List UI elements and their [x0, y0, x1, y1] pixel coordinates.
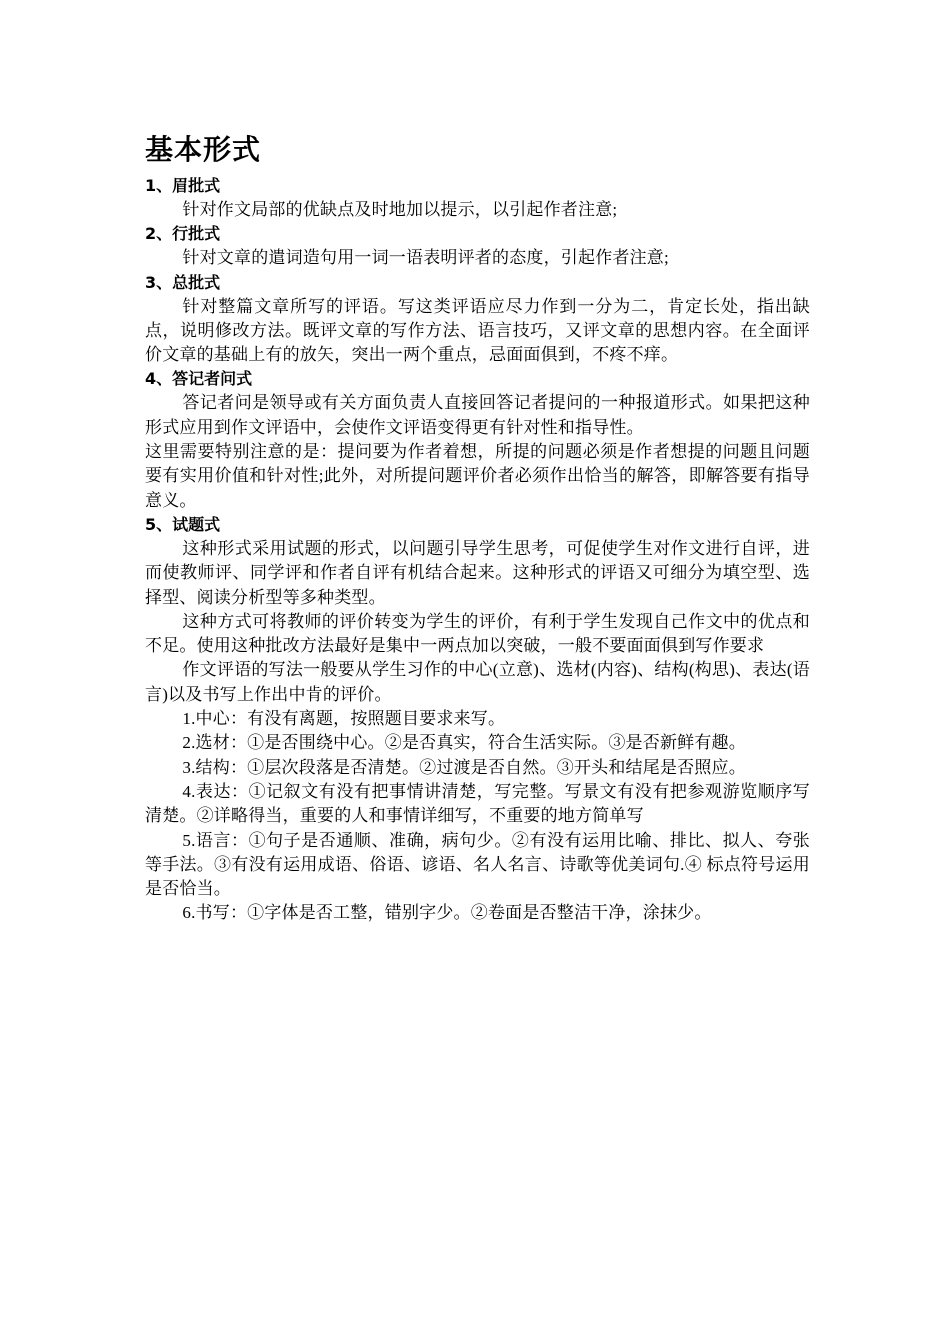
list-item: 5.语言：①句子是否通顺、准确，病句少。②有没有运用比喻、排比、拟人、夸张等手法。③有没有运用成语、俗语、谚语、名人名言、诗歌等优美词句.④ 标点符号运用是否恰当。 — [145, 830, 810, 899]
list-item: 4.表达：①记叙文有没有把事情讲清楚，写完整。写景文有没有把参观游览顺序写清楚。②详略得当，重要的人和事情详细写，不重要的地方简单写 — [145, 781, 810, 826]
list-item: 3.结构：①层次段落是否清楚。②过渡是否自然。③开头和结尾是否照应。 — [182, 757, 746, 777]
section-heading: 2、行批式 — [145, 224, 221, 244]
section-3 — [145, 271, 810, 368]
paragraph: 作文评语的写法一般要从学生习作的中心(立意)、选材(内容)、结构(构思)、表达(语言)以及书写上作出中肯的评价。 — [145, 660, 810, 704]
paragraph: 这种方式可将教师的评价转变为学生的评价，有利于学生发现自己作文中的优点和不足。使用这种批改方法最好是集中一两点加以突破，一般不要面面俱到写作要求 — [145, 611, 810, 656]
section-heading: 1、眉批式 — [145, 176, 221, 195]
paragraph: 针对作文局部的优缺点及时地加以提示，以引起作者注意; — [182, 200, 618, 219]
section-heading: 3、总批式 — [145, 272, 221, 292]
section-1 — [145, 174, 810, 222]
list-item: 1.中心：有没有离题，按照题目要求来写。 — [182, 709, 506, 729]
section-5 — [145, 513, 810, 926]
paragraph: 针对整篇文章所写的评语。写这类评语应尽力作到一分为二，肯定长处，指出缺点，说明修改方法。既评文章的写作方法、语言技巧，又评文章的思想内容。在全面评价文章的基础上有的放矢，突出一两个重点，忌面面俱到，不疼不痒。 — [145, 296, 810, 365]
section-heading: 4、答记者问式 — [145, 369, 253, 389]
list-item: 2.选材：①是否围绕中心。②是否真实，符合生活实际。③是否新鲜有趣。 — [182, 733, 746, 753]
section-4 — [145, 367, 810, 512]
document-page — [145, 128, 810, 926]
section-2 — [145, 222, 810, 270]
page-title: 基本形式 — [145, 133, 262, 166]
paragraph: 答记者问是领导或有关方面负责人直接回答记者提问的一种报道形式。如果把这种形式应用到作文评语中，会使作文评语变得更有针对性和指导性。 — [145, 393, 810, 437]
section-heading: 5、试题式 — [145, 514, 221, 534]
paragraph: 这里需要特别注意的是：提问要为作者着想，所提的问题必须是作者想提的问题且问题要有实用价值和针对性;此外，对所提问题评价者必须作出恰当的解答，即解答要有指导意义。 — [145, 442, 810, 510]
paragraph: 针对文章的遣词造句用一词一语表明评者的态度，引起作者注意; — [182, 248, 669, 268]
list-item: 6.书写：①字体是否工整，错别字少。②卷面是否整洁干净，涂抹少。 — [182, 903, 712, 923]
paragraph: 这种形式采用试题的形式，以问题引导学生思考，可促使学生对作文进行自评，进而使教师评、同学评和作者自评有机结合起来。这种形式的评语又可细分为填空型、选择型、阅读分析型等多种类型。 — [145, 538, 810, 607]
